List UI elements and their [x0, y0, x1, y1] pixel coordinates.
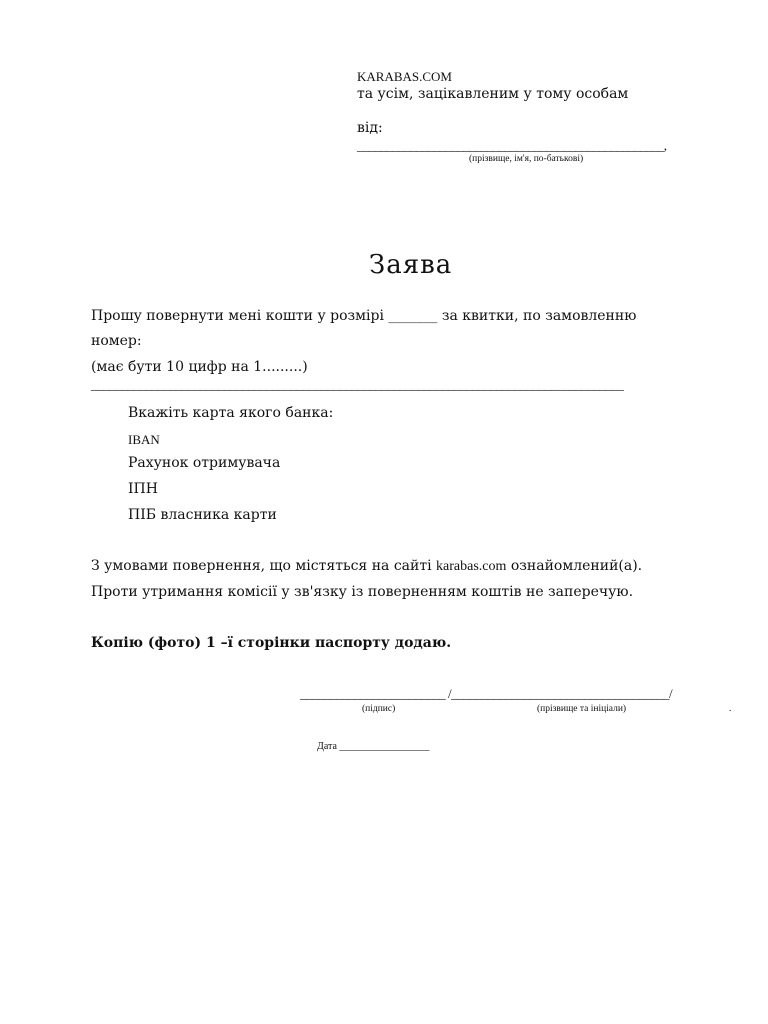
signature-hint: (підпис) [362, 704, 396, 714]
date-field: Дата __________________ [317, 741, 430, 752]
request-line-1: Прошу повернути мені кошти у розмірі _______ за квитки, по замовленню [91, 308, 637, 324]
request-line-2: номер: [91, 333, 142, 349]
name-hint: (прізвище та ініціали) [537, 704, 627, 714]
terms-text-b: ознайомлений(а). [506, 558, 643, 574]
signature-period: . [729, 704, 732, 714]
bank-prompt: Вкажіть карта якого банка: [128, 405, 334, 421]
from-line: ____________________________________________________, [357, 138, 667, 153]
from-label: від: [357, 120, 383, 136]
bank-account: Рахунок отримувача [128, 455, 281, 471]
bank-iban: IBAN [128, 432, 160, 447]
signature-line: ________________________ /____________________________________/ [300, 686, 673, 701]
terms-text-a: З умовами повернення, що містяться на сайті [91, 558, 437, 574]
request-line-4: ________________________________________________________________________________________ [91, 377, 624, 392]
from-hint: (прізвище, ім'я, по-батькові) [469, 154, 584, 164]
recipient-addressee: та усім, зацікавленим у тому особам [357, 86, 629, 102]
terms-line-2: Проти утримання комісії у зв'язку із поверненням коштів не заперечую. [91, 584, 634, 600]
document-title: Заява [369, 250, 453, 280]
bank-tax-id: ІПН [128, 481, 158, 497]
recipient-company: KARABAS.COM [357, 69, 452, 84]
terms-site: karabas.com [436, 559, 507, 574]
bank-holder: ПІБ власника карти [128, 507, 277, 523]
terms-line-1 [91, 558, 642, 575]
request-line-3: (має бути 10 цифр на 1.........) [91, 359, 308, 375]
passport-note: Копію (фото) 1 –ї сторінки паспорту додаю. [91, 635, 452, 651]
